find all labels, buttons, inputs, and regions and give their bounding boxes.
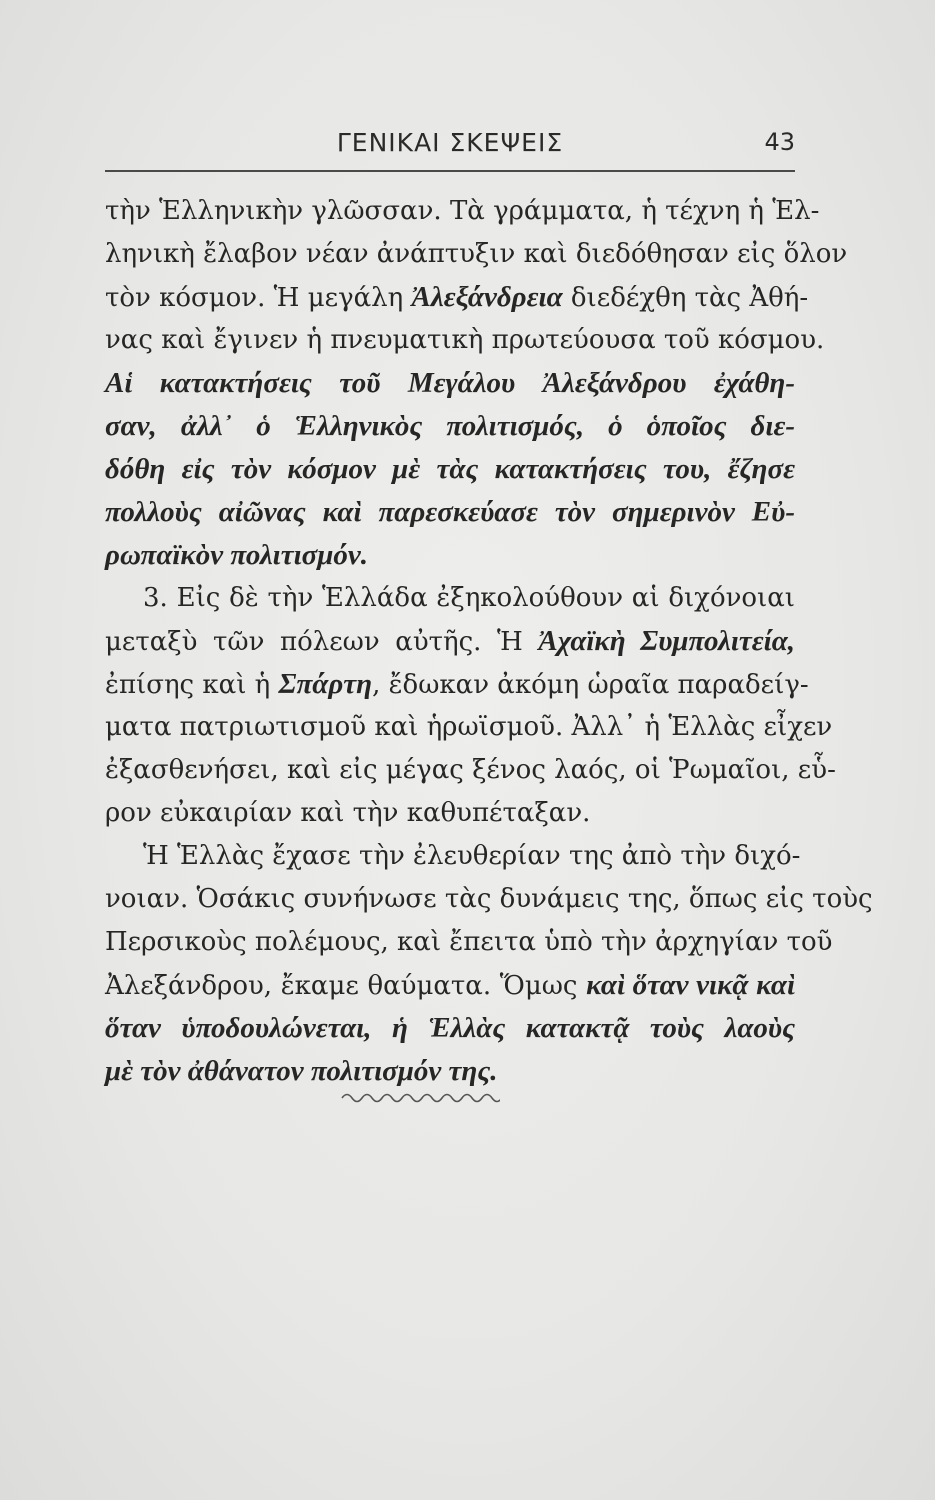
text-line-5: Αἱ κατακτήσεις τοῦ Μεγάλου Ἀλεξάνδρου ἐχάθη-	[105, 367, 795, 399]
emphasis-alexandreia: Ἀλεξάνδρεια	[411, 281, 563, 313]
header-rule	[105, 170, 795, 172]
text-line-4: νας καὶ ἔγινεν ἡ πνευματικὴ πρωτεύουσα τοῦ κόσμου.	[105, 325, 825, 355]
text-line-18: Περσικοὺς πολέμους, καὶ ἔπειτα ὑπὸ τὴν ἀρχηγίαν τοῦ	[105, 927, 833, 957]
text-line-6: σαν, ἀλλ᾽ ὁ Ἑλληνικὸς πολιτισμός, ὁ ὁποῖος διε-	[105, 410, 795, 442]
text-line-8: πολλοὺς αἰῶνας καὶ παρεσκεύασε τὸν σημερινὸν Εὐ-	[105, 496, 795, 528]
text-line-12: ἐπίσης καὶ ἡ Σπάρτη, ἔδωκαν ἀκόμη ὡραῖα παραδείγ-	[105, 668, 809, 700]
text-line-20: ὅταν ὑποδουλώνεται, ἡ Ἑλλὰς κατακτᾷ τοὺς λαοὺς	[105, 1012, 795, 1044]
body-text	[105, 190, 873, 1093]
text-line-2: ληνικὴ ἔλαβον νέαν ἀνάπτυξιν καὶ διεδόθησαν εἰς ὅλον	[105, 239, 848, 269]
text-line-3: τὸν κόσμον. Ἡ μεγάλη Ἀλεξάνδρεια διεδέχθη τὰς Ἀθή-	[105, 281, 809, 313]
emphasis-sparti: Σπάρτη	[278, 668, 373, 700]
text-line-13: ματα πατριωτισμοῦ καὶ ἡρωϊσμοῦ. Ἀλλ᾽ ἡ Ἑλλὰς εἶχεν	[105, 712, 833, 742]
end-ornament-icon	[340, 1088, 500, 1108]
running-head	[105, 122, 795, 162]
text-line-16: Ἡ Ἑλλὰς ἔχασε τὴν ἐλευθερίαν της ἀπὸ τὴν διχό-	[143, 841, 801, 871]
text-line-9: ρωπαϊκὸν πολιτισμόν.	[105, 539, 369, 571]
text-line-1: τὴν Ἑλληνικὴν γλῶσσαν. Τὰ γράμματα, ἡ τέχνη ἡ Ἑλ-	[105, 196, 820, 226]
text-line-11: μεταξὺ τῶν πόλεων αὐτῆς. Ἡ Ἀχαϊκὴ Συμπολιτεία,	[105, 625, 795, 657]
text-line-15: ρον εὐκαιρίαν καὶ τὴν καθυπέταξαν.	[105, 798, 591, 828]
text-line-19: Ἀλεξάνδρου, ἔκαμε θαύματα. Ὅμως καὶ ὅταν νικᾷ καὶ	[105, 969, 796, 1001]
emphasis-achaiki-sympoliteia: Ἀχαϊκὴ Συμπολιτεία,	[538, 625, 795, 657]
text-line-10: 3. Εἰς δὲ τὴν Ἑλλάδα ἐξηκολούθουν αἱ διχόνοιαι	[143, 583, 795, 613]
text-line-7: δόθη εἰς τὸν κόσμον μὲ τὰς κατακτήσεις του, ἔζησε	[105, 453, 795, 485]
running-title: ΓΕΝΙΚΑΙ ΣΚΕΨΕΙΣ	[336, 128, 564, 157]
emphasis-kai-otan-nika: καὶ ὅταν νικᾷ καὶ	[586, 969, 796, 1001]
text-line-21: μὲ τὸν ἀθάνατον πολιτισμόν της.	[105, 1055, 498, 1087]
text-line-17: νοιαν. Ὁσάκις συνήνωσε τὰς δυνάμεις της, ὅπως εἰς τοὺς	[105, 884, 873, 914]
text-line-14: ἐξασθενήσει, καὶ εἰς μέγας ξένος λαός, οἱ Ῥωμαῖοι, εὗ-	[105, 755, 836, 785]
page-number: 43	[764, 128, 795, 156]
